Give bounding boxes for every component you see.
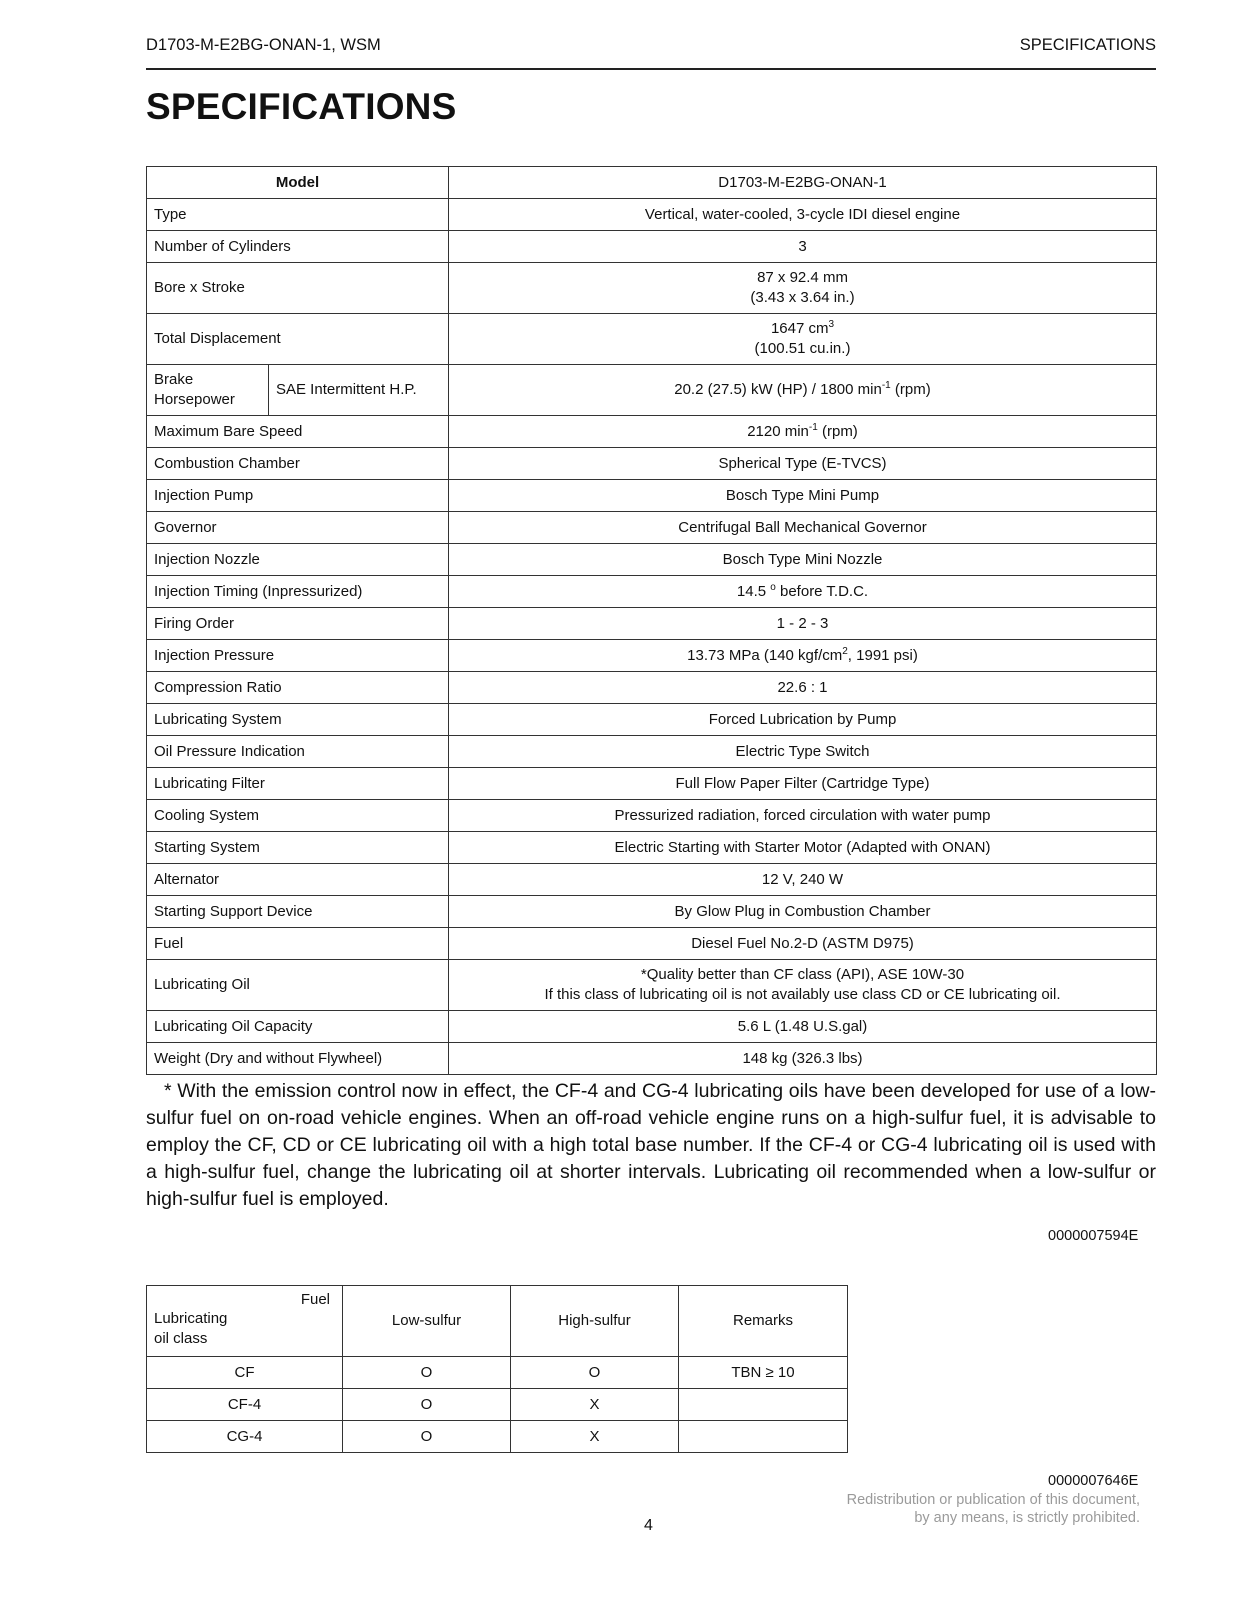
table-row <box>147 480 1157 512</box>
header-doc-id: D1703-M-E2BG-ONAN-1, WSM <box>146 36 381 54</box>
table-row <box>147 544 1157 576</box>
row-label: Bore x Stroke <box>147 263 449 314</box>
row-value: 1 - 2 - 3 <box>449 608 1157 640</box>
table-row <box>147 832 1157 864</box>
row-label: Starting System <box>147 832 449 864</box>
table-row <box>147 672 1157 704</box>
column-header-remarks: Remarks <box>679 1286 848 1357</box>
row-value: Spherical Type (E-TVCS) <box>449 448 1157 480</box>
table-row <box>147 167 1157 199</box>
table-row <box>147 1043 1157 1075</box>
superscript: -1 <box>808 421 818 433</box>
low-sulfur-cell: O <box>343 1389 511 1421</box>
low-sulfur-cell: O <box>343 1357 511 1389</box>
table-row <box>147 960 1157 1011</box>
row-label: Lubricating Filter <box>147 768 449 800</box>
table-row <box>147 1357 848 1389</box>
table-row <box>147 576 1157 608</box>
high-sulfur-cell: O <box>511 1357 679 1389</box>
row-label <box>147 365 269 416</box>
value-text: 2120 min <box>747 422 809 440</box>
row-value: Bosch Type Mini Nozzle <box>449 544 1157 576</box>
corner-class-line: oil class <box>154 1330 208 1347</box>
row-value: Pressurized radiation, forced circulation with water pump <box>449 800 1157 832</box>
row-label: Governor <box>147 512 449 544</box>
row-label: Injection Pump <box>147 480 449 512</box>
value-text: before T.D.C. <box>775 582 869 600</box>
row-label: Combustion Chamber <box>147 448 449 480</box>
value-text: 14.5 <box>736 582 771 600</box>
row-value <box>449 314 1157 365</box>
brake-horsepower-label: Brake Horsepower <box>154 371 235 408</box>
table-row <box>147 263 1157 314</box>
row-label: Weight (Dry and without Flywheel) <box>147 1043 449 1075</box>
row-value: 3 <box>449 231 1157 263</box>
high-sulfur-cell: X <box>511 1389 679 1421</box>
corner-class-label <box>154 1309 227 1349</box>
page-title: SPECIFICATIONS <box>146 86 457 127</box>
table-row <box>147 1421 848 1453</box>
row-value: 5.6 L (1.48 U.S.gal) <box>449 1011 1157 1043</box>
row-label: Lubricating Oil <box>147 960 449 1011</box>
table-row <box>147 1011 1157 1043</box>
table-row <box>147 365 1157 416</box>
notice-line: by any means, is strictly prohibited. <box>914 1510 1140 1526</box>
page-number: 4 <box>644 1517 653 1534</box>
row-value <box>449 263 1157 314</box>
row-label: Firing Order <box>147 608 449 640</box>
value-line: (3.43 x 3.64 in.) <box>750 289 855 306</box>
row-value: 12 V, 240 W <box>449 864 1157 896</box>
value-line: If this class of lubricating oil is not availably use class CD or CE lubricating oil. <box>544 986 1061 1003</box>
table-row <box>147 231 1157 263</box>
row-value: Electric Type Switch <box>449 736 1157 768</box>
row-label: Type <box>147 199 449 231</box>
row-label: Total Displacement <box>147 314 449 365</box>
row-label: Compression Ratio <box>147 672 449 704</box>
row-value: Electric Starting with Starter Motor (Adapted with ONAN) <box>449 832 1157 864</box>
row-label: Injection Timing (Inpressurized) <box>147 576 449 608</box>
page-header <box>146 34 1156 70</box>
row-label: Cooling System <box>147 800 449 832</box>
table-row <box>147 448 1157 480</box>
row-label: Maximum Bare Speed <box>147 416 449 448</box>
row-value: Forced Lubrication by Pump <box>449 704 1157 736</box>
value-line: (100.51 cu.in.) <box>754 340 851 357</box>
table-row <box>147 640 1157 672</box>
superscript: -1 <box>881 380 891 391</box>
oil-class: CF-4 <box>147 1389 343 1421</box>
reference-code: 0000007646E <box>1048 1473 1139 1489</box>
value-line: 87 x 92.4 mm <box>757 269 848 286</box>
table-row <box>147 736 1157 768</box>
oil-class: CF <box>147 1357 343 1389</box>
value-line: 1647 cm <box>770 320 829 337</box>
table-row <box>147 704 1157 736</box>
remarks-cell <box>679 1389 848 1421</box>
table-row <box>147 416 1157 448</box>
oil-class: CG-4 <box>147 1421 343 1453</box>
value-text: 20.2 (27.5) kW (HP) / 1800 min <box>674 381 882 398</box>
table-row <box>147 608 1157 640</box>
row-value: 148 kg (326.3 lbs) <box>449 1043 1157 1075</box>
row-value: Full Flow Paper Filter (Cartridge Type) <box>449 768 1157 800</box>
table-row <box>147 1389 848 1421</box>
value-text: 13.73 MPa (140 kgf/cm <box>687 646 843 664</box>
high-sulfur-cell: X <box>511 1421 679 1453</box>
reference-code: 0000007594E <box>1048 1228 1139 1244</box>
remarks-cell <box>679 1421 848 1453</box>
model-value: D1703-M-E2BG-ONAN-1 <box>449 167 1157 199</box>
table-row <box>147 896 1157 928</box>
notice-line: Redistribution or publication of this document, <box>846 1492 1140 1508</box>
row-value <box>449 365 1157 416</box>
row-value: Diesel Fuel No.2-D (ASTM D975) <box>449 928 1157 960</box>
corner-cell <box>147 1286 343 1357</box>
row-sublabel: SAE Intermittent H.P. <box>269 365 449 416</box>
value-text: , 1991 psi) <box>847 646 918 664</box>
header-section: SPECIFICATIONS <box>1019 36 1156 54</box>
degree-symbol: o <box>770 581 776 593</box>
row-label: Injection Pressure <box>147 640 449 672</box>
emission-footnote: * With the emission control now in effect, the CF-4 and CG-4 lubricating oils have been developed for use of a low-sulfur fuel on on-road vehicle engines. When an off-road vehicle engine runs on a high-sulfur fuel, it is advisable to employ the CF, CD or CE lubricating oil with a high total base number. If the CF-4 or CG-4 lubricating oil is used with a high-sulfur fuel, change the lubricating oil at shorter intervals. Lubricating oil recommended when a low-sulfur or high-sulfur fuel is employed. <box>146 1080 1156 1210</box>
table-row <box>147 864 1157 896</box>
table-row <box>147 199 1157 231</box>
row-label: Starting Support Device <box>147 896 449 928</box>
specifications-table <box>146 166 1157 1075</box>
row-label: Injection Nozzle <box>147 544 449 576</box>
copyright-notice <box>847 1491 1140 1527</box>
column-header-high-sulfur: High-sulfur <box>511 1286 679 1357</box>
corner-fuel-label: Fuel <box>300 1291 330 1308</box>
row-value <box>449 576 1157 608</box>
column-header-low-sulfur: Low-sulfur <box>343 1286 511 1357</box>
superscript: 2 <box>842 645 848 657</box>
row-label: Oil Pressure Indication <box>147 736 449 768</box>
row-value: By Glow Plug in Combustion Chamber <box>449 896 1157 928</box>
low-sulfur-cell: O <box>343 1421 511 1453</box>
table-row <box>147 768 1157 800</box>
value-text: (rpm) <box>817 422 858 440</box>
table-row <box>147 800 1157 832</box>
row-value <box>449 960 1157 1011</box>
model-label: Model <box>147 167 449 199</box>
table-row <box>147 928 1157 960</box>
remarks-cell: TBN ≥ 10 <box>679 1357 848 1389</box>
row-value: Centrifugal Ball Mechanical Governor <box>449 512 1157 544</box>
row-value: Vertical, water-cooled, 3-cycle IDI diesel engine <box>449 199 1157 231</box>
row-label: Alternator <box>147 864 449 896</box>
row-value <box>449 416 1157 448</box>
superscript: 3 <box>828 319 835 330</box>
corner-class-line: Lubricating <box>154 1310 228 1327</box>
table-row <box>147 512 1157 544</box>
row-value: 22.6 : 1 <box>449 672 1157 704</box>
row-label: Lubricating Oil Capacity <box>147 1011 449 1043</box>
row-label: Number of Cylinders <box>147 231 449 263</box>
row-label: Fuel <box>147 928 449 960</box>
row-label: Lubricating System <box>147 704 449 736</box>
table-header-row <box>147 1286 848 1357</box>
row-value <box>449 640 1157 672</box>
value-text: (rpm) <box>890 381 931 398</box>
row-value: Bosch Type Mini Pump <box>449 480 1157 512</box>
value-line: *Quality better than CF class (API), ASE 10W-30 <box>640 966 965 983</box>
lubricating-oil-table <box>146 1285 848 1453</box>
table-row <box>147 314 1157 365</box>
